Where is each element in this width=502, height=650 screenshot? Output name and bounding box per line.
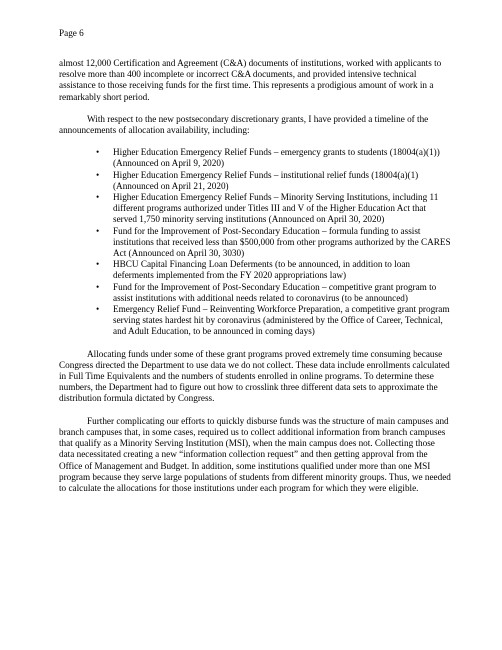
list-item-text: HBCU Capital Financing Loan Deferments (to be announced, in addition to loan deferments implemented from the FY 2020 appropriations law) — [113, 259, 410, 281]
list-item-text: Emergency Relief Fund – Reinventing Workforce Preparation, a competitive grant program serving states hardest hit by coronavirus (administered by the Office of Career, Technical, and Adult Education, to be announced in coming days) — [113, 304, 450, 337]
bullet-icon: • — [96, 281, 100, 292]
bullet-icon: • — [96, 147, 100, 158]
paragraph-timeline-intro: With respect to the new postsecondary discretionary grants, I have provided a timeline of the announcements of allocation availability, including: — [59, 113, 429, 136]
list-item — [96, 169, 451, 192]
list-item-text: Higher Education Emergency Relief Funds – Minority Serving Institutions, including 11 different programs authorized under Titles III and V of the Higher Education Act that served 1,750 minority serving institutions (Announced on April 30, 2020) — [113, 192, 439, 225]
list-item — [96, 281, 451, 304]
letter-body — [59, 58, 451, 505]
announcement-timeline-list — [59, 147, 451, 337]
list-item — [96, 304, 451, 338]
list-item — [96, 147, 451, 169]
paragraph-branch-campuses: Further complicating our efforts to quickly disburse funds was the structure of main campuses and branch campuses that, in some cases, required us to collect additional information from branch campuses that qualify as a Minority Serving Institution (MSI), when the main campus does not. Collecting those data necessitated creating a new “information collection request” and then getting approval from the Office of Management and Budget. In addition, some institutions qualified under more than one MSI program because they serve large populations of students from different minority groups. Thus, we needed to calculate the allocations for those institutions under each program for which they were eligible. — [59, 415, 451, 493]
paragraph-allocation-data: Allocating funds under some of these grant programs proved extremely time consuming because Congress directed the Department to use data we do not collect. These data include enrollments calculated in Full Time Equivalents and the numbers of students enrolled in online programs. To determine these numbers, the Department had to figure out how to crosslink three different data sets to approximate the distribution formula dictated by Congress. — [59, 348, 450, 404]
paragraph-ca-documents: almost 12,000 Certification and Agreement (C&A) documents of institutions, worked with applicants to resolve more than 400 incomplete or incorrect C&A documents, and provided intensive technical assistance to those receiving funds for the first time. This represents a prodigious amount of work in a remarkably short period. — [59, 58, 442, 102]
list-item — [96, 259, 451, 281]
bullet-icon: • — [96, 259, 100, 270]
list-item-text: Higher Education Emergency Relief Funds – emergency grants to students (18004(a)(1)) (Announced on April 9, 2020) — [113, 147, 440, 169]
list-item-text: Fund for the Improvement of Post-Secondary Education – formula funding to assist institutions that received less than $500,000 from other programs authorized by the CARES Act (Announced on April 30, 3030) — [113, 225, 451, 259]
list-item — [96, 192, 451, 226]
page-number: Page 6 — [59, 28, 84, 38]
bullet-icon: • — [96, 225, 100, 236]
list-item-text: Higher Education Emergency Relief Funds – institutional relief funds (18004(a)(1) (Announced on April 21, 2020) — [113, 169, 419, 191]
list-item — [96, 225, 451, 260]
list-item-text: Fund for the Improvement of Post-Secondary Education – competitive grant program to assist institutions with additional needs related to coronavirus (to be announced) — [113, 281, 437, 303]
bullet-icon: • — [96, 192, 100, 203]
bullet-icon: • — [96, 304, 100, 315]
bullet-icon: • — [96, 169, 100, 180]
